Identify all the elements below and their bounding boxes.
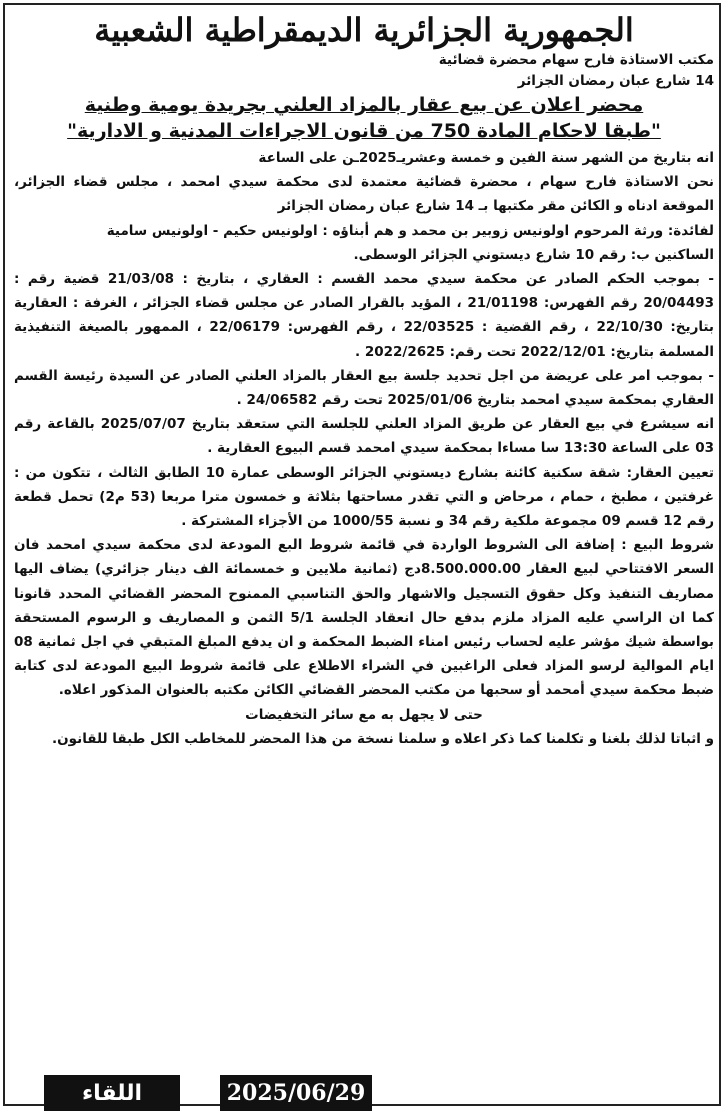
office-address: 14 شارع عبان رمضان الجزائر [517, 73, 714, 89]
footer-bar [44, 1075, 372, 1111]
notice-body [14, 10, 714, 751]
paragraph-property: تعيين العقار: شقة سكنية كائنة بشارع ديستوني الجزائر الوسطى عمارة 10 الطابق الثالث ، تتكون من : غرفتين ، مطبخ ، حمام ، مرحاض و التي تقدر مساحتها بثلاثة و خمسون مترا مربعا (53 م2) تحمل قطعة رقم 12 قسم 09 مجموعة ملكية رقم 34 و نسبة 1000/55 من الأجزاء المشتركة . [14, 464, 714, 530]
publication-date: 2025/06/29 [220, 1075, 372, 1111]
headline-line-1: محضر اعلان عن بيع عقار بالمزاد العلني بجريدة يومية وطنية [84, 94, 644, 116]
page-title: الجمهورية الجزائرية الديمقراطية الشعبية [94, 11, 634, 49]
paragraph-closing: و اثباتا لذلك بلغنا و تكلمنا كما ذكر اعلاه و سلمنا نسخة من هذا المحضر للمخاطب الكل طبقا للقانون. [52, 730, 714, 747]
paragraph-judgment: - بموجب الحكم الصادر عن محكمة سيدي محمد القسم : العقاري ، بتاريخ : 21/03/08 قضية رقم : 20/04493 رقم الفهرس: 21/01198 ، المؤيد بالقرار الصادر عن مجلس قضاء الجزائر ، الغرفة : العقارية بتاريخ: 22/10/30 ، رقم القضية : 22/03525 ، رقم الفهرس: 22/06179 ، الممهور بالصيغة التنفيذية المسلمة بتاريخ: 2022/12/01 تحت رقم: 2022/2625 . [14, 271, 714, 360]
paragraph-date: انه بتاريخ من الشهر سنة الفين و خمسة وعشريـ2025ـن على الساعة [258, 150, 714, 166]
notice-headline [14, 92, 714, 144]
newspaper-name: اللقاء [44, 1075, 180, 1111]
paragraph-auction-date: انه سيشرع في بيع العقار عن طريق المزاد العلني للجلسة التي ستعقد بتاريخ 2025/07/07 بالقاعة رقم 03 على الساعة 13:30 سا مساءا بمحكمة سيدي امحمد قسم البيوع العقارية . [14, 416, 715, 457]
paragraph-notice: حتى لا يجهل به مع سائر التخفيضات [245, 706, 483, 723]
paragraph-beneficiary: لفائدة: ورثة المرحوم اولونيس زوبير بن محمد و هم أبناؤه : اولونيس حكيم - اولونيس سامية [106, 222, 714, 239]
paragraph-bailiff: نحن الاستاذة فارح سهام ، محضرة قضائية معتمدة لدى محكمة سيدي امحمد ، مجلس قضاء الجزائر، الموقعة ادناه و الكائن مقر مكتبها بـ 14 شارع عبان رمضان الجزائر [14, 174, 714, 215]
headline-line-2: "طبقا لاحكام المادة 750 من قانون الاجراءات المدنية و الادارية" [67, 120, 661, 142]
office-name: مكتب الاستاذة فارح سهام محضرة قضائية [438, 52, 714, 68]
paragraph-conditions: شروط البيع : إضافة الى الشروط الواردة في قائمة شروط البع المودعة لدى محكمة سيدي امحمد فان السعر الافتتاحي لبيع العقار 8.500.000.00دج (ثمانية ملايين و خمسمائة الف دينار جزائري) يضاف اليها مصاريف التنفيذ وكل حقوق التسجيل والاشهار والحق التناسبي الممنوح المحضر القضائي المحدد قانونا كما ان الراسي عليه المزاد ملزم بدفع حال انعقاد الجلسة 5/1 الثمن و المصاريف و الرسوم المستحقة بواسطة شيك مؤشر عليه لحساب رئيس امناء الضبط المحكمة و ان يدفع المبلغ المتبقي في اجل ثمانية 08 ايام الموالية لرسو المزاد فعلى الراغبين في الشراء الاطلاع على قائمة شروط البيع المودعة لدى كتابة ضبط محكمة سيدي أمحمد أو سحبها من مكتب المحضر القضائي الكائن مكتبه بالعنوان المذكور اعلاه. [14, 537, 715, 699]
paragraph-order: - بموجب امر على عريضة من اجل تحديد جلسة بيع العقار بالمزاد العلني الصادر عن السيدة رئيسة القسم العقاري بمحكمة سيدي امحمد بتاريخ 2025/01/06 تحت رقم 24/06582 . [14, 367, 714, 409]
paragraph-residence: الساكنين ب: رقم 10 شارع ديستوني الجزائر الوسطى. [353, 246, 714, 263]
